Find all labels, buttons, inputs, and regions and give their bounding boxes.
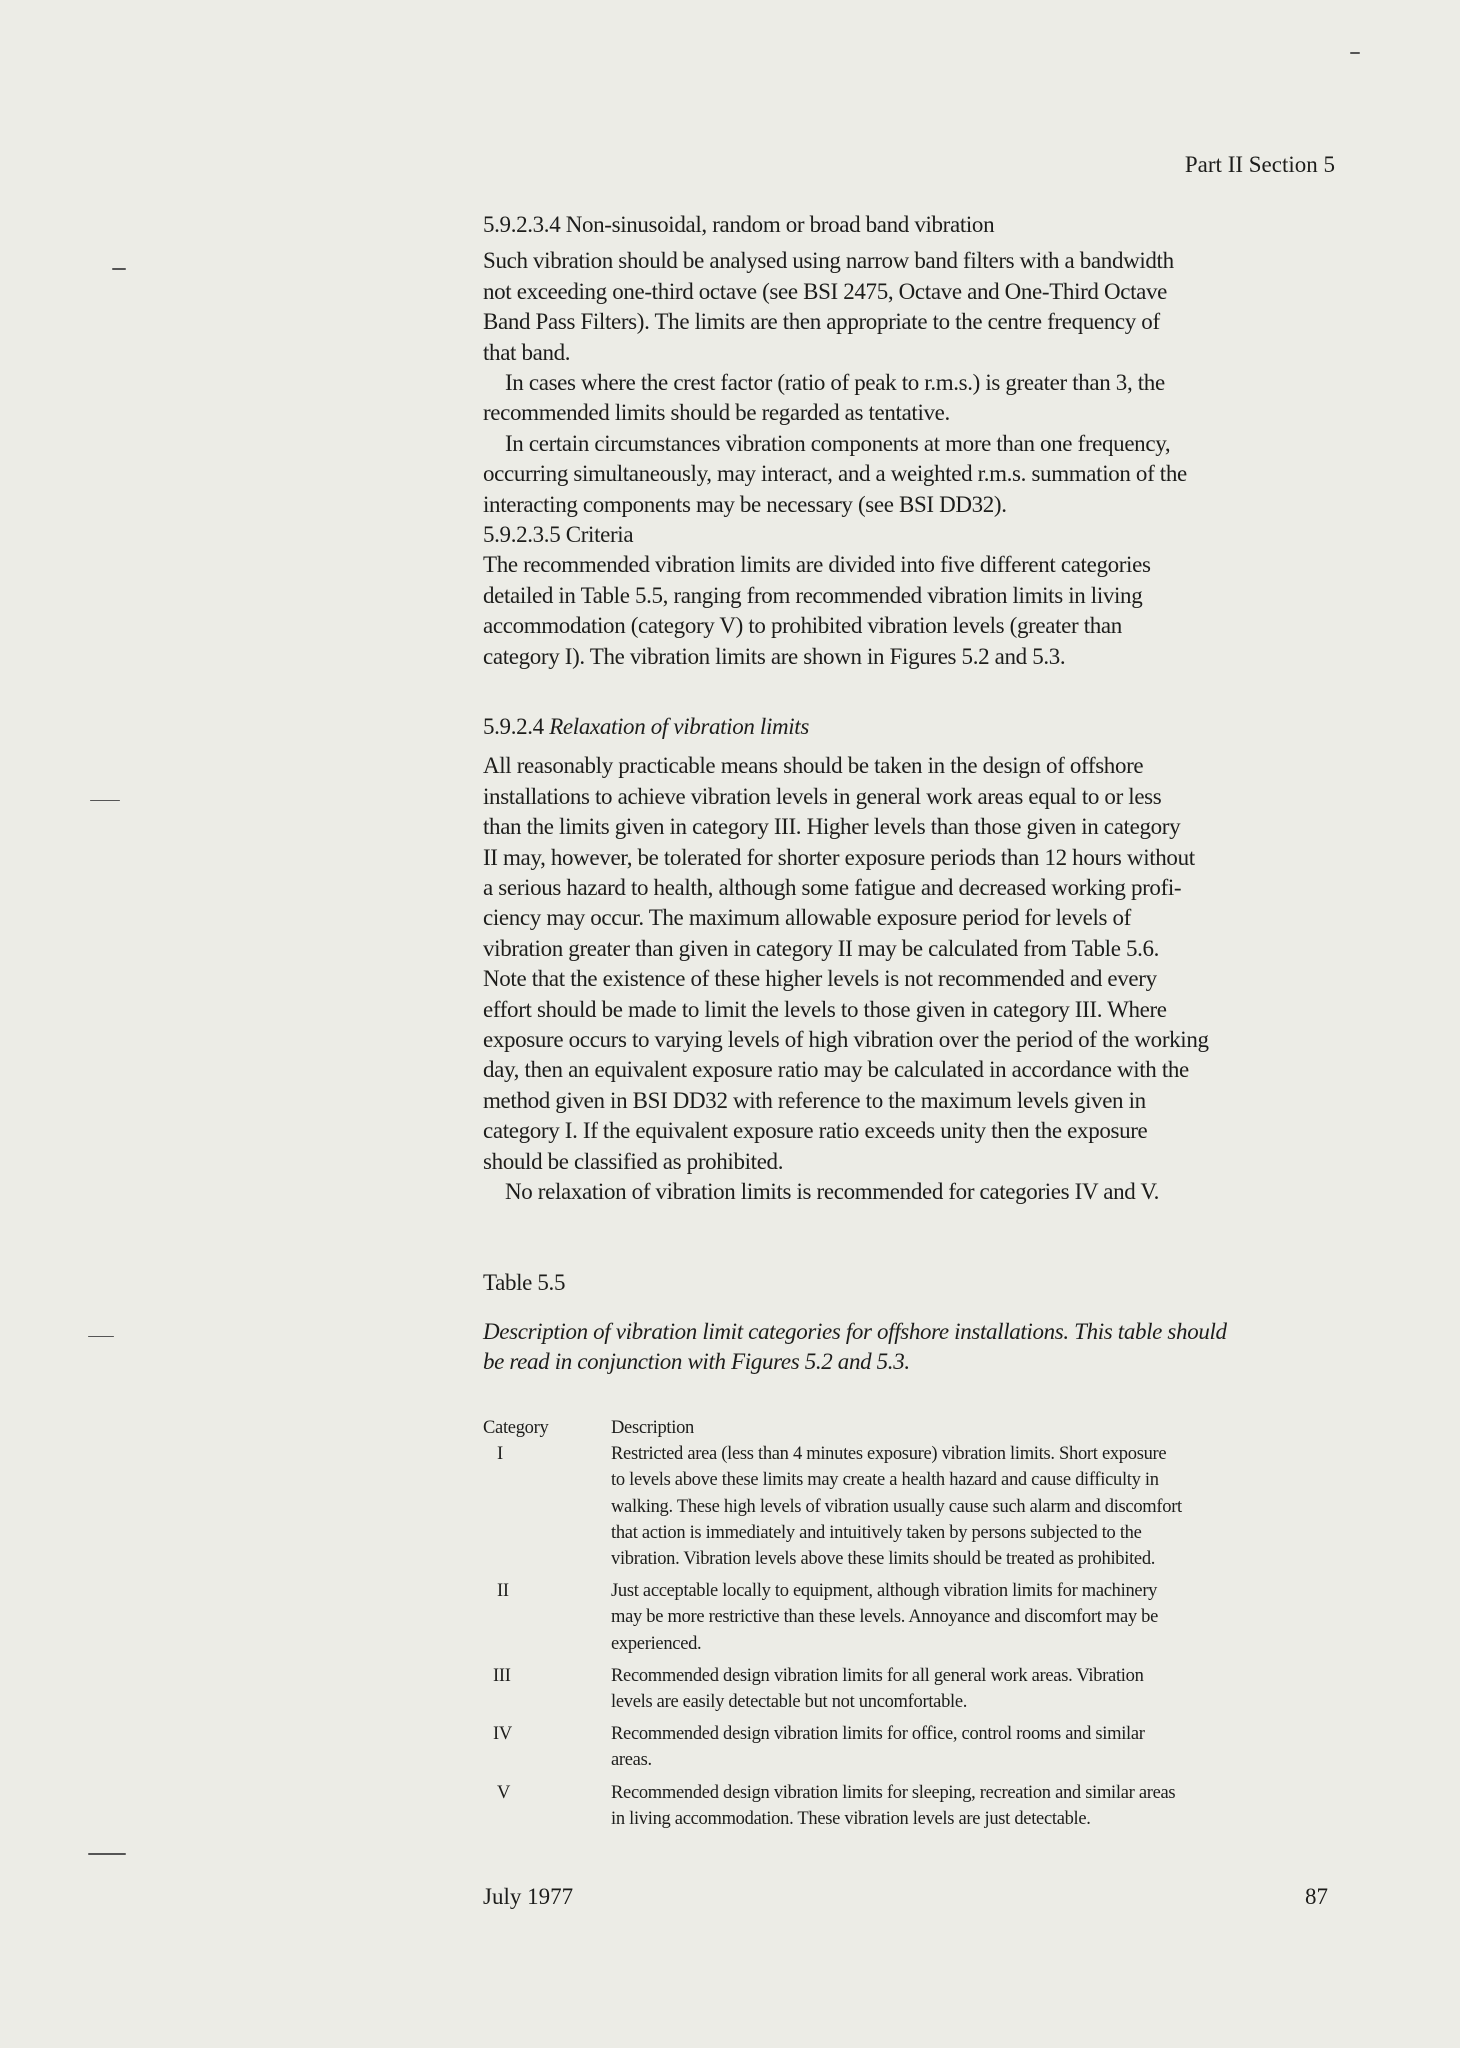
table-label: Table 5.5: [483, 1270, 566, 1295]
section-heading: 5.9.2.3.5 Criteria: [483, 522, 634, 548]
description-cell: Recommended design vibration limits for all general work areas. Vibration levels are easily detectable but not uncomfortable.: [611, 1665, 1144, 1713]
running-header: Part II Section 5: [1184, 152, 1335, 177]
paragraph: Such vibration should be analysed using narrow band filters with a bandwidth not exceeding one-third octave (see BSI 2475, Octave and One-Third Octave Band Pass Filters). The limits are then appropriate to the centre frequency of that band.: [483, 248, 1174, 365]
table-header-row: [483, 1415, 1353, 1441]
table-row: [483, 1663, 1353, 1715]
paragraph: No relaxation of vibration limits is recommended for categories IV and V.: [505, 1179, 1160, 1205]
section-heading: [483, 712, 1363, 742]
table-row: [483, 1441, 1353, 1572]
section-title: Relaxation of vibration limits: [549, 714, 809, 739]
section-5-9-2-3-4: [483, 210, 1363, 672]
column-header-category: Category: [483, 1418, 549, 1438]
description-cell: Recommended design vibration limits for office, control rooms and similar areas.: [611, 1724, 1145, 1771]
page-number: 87: [1305, 1884, 1328, 1909]
paragraph: In cases where the crest factor (ratio of peak to r.m.s.) is greater than 3, the recommended limits should be regarded as tentative.: [483, 370, 1165, 426]
table-row: [483, 1780, 1353, 1832]
category-cell: IV: [493, 1724, 512, 1745]
column-header-description: Description: [611, 1418, 695, 1438]
section-heading: 5.9.2.3.4 Non-sinusoidal, random or broad band vibration: [483, 212, 995, 237]
footer-date: July 1977: [483, 1884, 574, 1909]
section-5-9-2-4: [483, 712, 1363, 1208]
table-row: [483, 1721, 1353, 1773]
scan-mark: [112, 268, 126, 270]
table-row: [483, 1578, 1353, 1657]
category-cell: V: [497, 1782, 511, 1803]
description-cell: Recommended design vibration limits for sleeping, recreation and similar areas in living accommodation. These vibration levels are just detectable.: [611, 1782, 1176, 1829]
scan-mark: [1350, 52, 1360, 54]
description-cell: Restricted area (less than 4 minutes exposure) vibration limits. Short exposure to levels above these limits may create a health hazard and cause difficulty in walking. These high levels of vibration usually cause such alarm and discomfort that action is immediately and intuitively taken by persons subjected to the vibration. Vibration levels above these limits should be treated as prohibited.: [611, 1444, 1182, 1570]
scan-mark: [88, 1336, 114, 1337]
paragraph: The recommended vibration limits are divided into five different categories detailed in Table 5.5, ranging from recommended vibration limits in living accommodation (category V) to prohibited vibration levels (greater than category I). The vibration limits are shown in Figures 5.2 and 5.3.: [483, 552, 1151, 669]
scan-mark: [90, 800, 120, 801]
description-cell: Just acceptable locally to equipment, although vibration limits for machinery may be more restrictive than these levels. Annoyance and discomfort may be experienced.: [611, 1581, 1159, 1654]
table-caption: Description of vibration limit categories for offshore installations. This table should be read in conjunction with Figures 5.2 and 5.3.: [483, 1319, 1227, 1375]
scan-mark: [88, 1853, 126, 1855]
category-table: [483, 1415, 1353, 1832]
section-number: 5.9.2.4: [483, 714, 544, 739]
category-cell: III: [493, 1665, 511, 1686]
category-cell: II: [497, 1581, 509, 1602]
paragraph: All reasonably practicable means should be taken in the design of offshore installations to achieve vibration levels in general work areas equal to or less than the limits given in category III. Higher levels than those given in category II may, however, be tolerated for shorter exposure periods than 12 hours without a serious hazard to health, although some fatigue and decreased working profi- ciency may occur. The maximum allowable exposure period for levels of vibration greater than given in category II may be calculated from Table 5.6. Note that the existence of these higher levels is not recommended and every effort should be made to limit the levels to those given in category III. Where exposure occurs to varying levels of high vibration over the period of the working day, then an equivalent exposure ratio may be calculated in accordance with the method given in BSI DD32 with reference to the maximum levels given in category I. If the equivalent exposure ratio exceeds unity then the exposure should be classified as prohibited.: [483, 753, 1209, 1174]
category-cell: I: [497, 1444, 503, 1465]
paragraph: In certain circumstances vibration components at more than one frequency, occurring simultaneously, may interact, and a weighted r.m.s. summation of the interacting components may be necessary (see BSI DD32).: [483, 430, 1187, 517]
